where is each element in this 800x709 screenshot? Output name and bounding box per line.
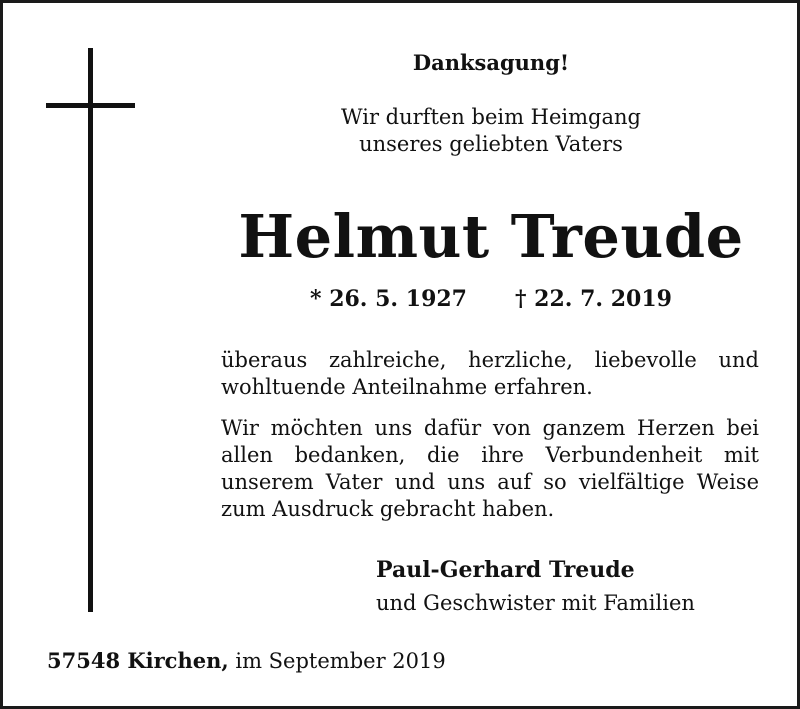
life-dates bbox=[213, 284, 769, 314]
footer-date: im September 2019 bbox=[235, 649, 446, 673]
thanks-paragraph: überaus zahlreiche, herzliche, liebevolle und wohltuende Anteilnahme erfahren. bbox=[221, 348, 759, 399]
place-date-line bbox=[47, 647, 446, 675]
deceased-name: Helmut Treude bbox=[238, 202, 744, 271]
cross-vertical-bar bbox=[88, 48, 93, 612]
footer-place: 57548 Kirchen, bbox=[47, 648, 229, 673]
cross-horizontal-bar bbox=[46, 103, 135, 108]
intro-line: Wir durften beim Heimgang bbox=[341, 105, 641, 129]
notice-heading: Danksagung! bbox=[412, 50, 570, 75]
signer-family: und Geschwister mit Familien bbox=[376, 591, 695, 615]
intro-line: unseres geliebten Vaters bbox=[359, 132, 623, 156]
death-date: † 22. 7. 2019 bbox=[515, 286, 672, 312]
birth-date: * 26. 5. 1927 bbox=[310, 286, 467, 312]
intro-text bbox=[213, 104, 769, 158]
signer-name: Paul-Gerhard Treude bbox=[376, 557, 635, 583]
thanks-paragraph: Wir möchten uns dafür von ganzem Herzen bei allen bedanken, die ihre Verbundenheit mit unserem Vater und uns auf so vielfältige Weise zum Ausdruck gebracht haben. bbox=[221, 416, 759, 521]
